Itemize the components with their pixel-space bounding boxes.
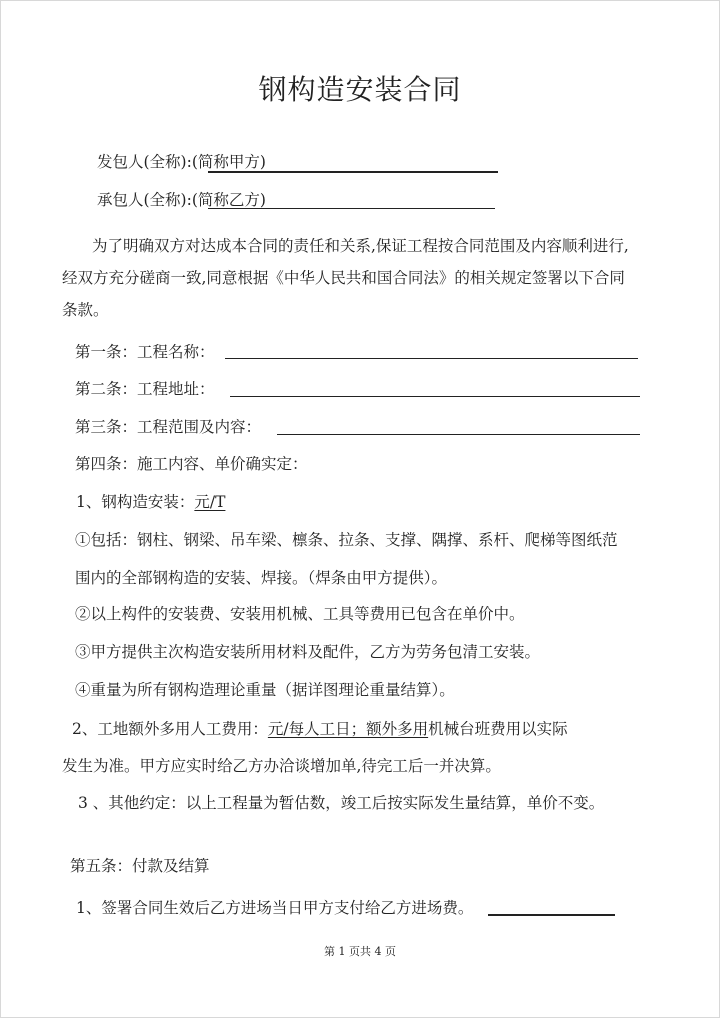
party-b-label: 承包人(全称):: [97, 191, 192, 209]
preamble-line-1: 为了明确双方对达成本合同的责任和关系,保证工程按合同范围及内容顺利进行,: [92, 237, 629, 255]
sub-item-1b: 围内的全部钢构造的安装、焊接。（焊条由甲方提供）。: [75, 569, 448, 587]
article-2: 第二条：工程地址：: [75, 380, 215, 398]
sub-item-4: ④重量为所有钢构造理论重量（据详图理论重量结算）。: [75, 681, 455, 699]
article-1: 第一条：工程名称：: [75, 343, 215, 361]
payment-1-blank: [488, 914, 615, 916]
party-b-blank: [208, 208, 495, 209]
item-1: [76, 492, 249, 512]
preamble-line-3: 条款。: [62, 301, 109, 319]
preamble-line-2: 经双方充分磋商一致,同意根据《中华人民共和国合同法》的相关规定签署以下合同: [62, 269, 625, 287]
item-2: [72, 719, 568, 739]
article-2-blank: [230, 396, 640, 397]
item-1-unit: 元/T: [194, 493, 226, 511]
article-4: 第四条：施工内容、单价确实定：: [75, 455, 308, 473]
sub-item-1a: ①包括：钢柱、钢梁、吊车梁、檩条、拉条、支撑、隅撑、系杆、爬梯等图纸范: [75, 531, 618, 549]
item-2-continued: 发生为准。甲方应实时给乙方办洽谈增加单,待完工后一并决算。: [62, 757, 501, 775]
party-a-note: (简称甲方): [191, 153, 266, 171]
page-footer: 第 1 页共 4 页: [324, 945, 396, 958]
sub-item-2: ②以上构件的安装费、安装用机械、工具等费用已包含在单价中。: [75, 605, 525, 623]
article-3-blank: [277, 434, 640, 435]
sub-item-3: ③甲方提供主次构造安装所用材料及配件，乙方为劳务包清工安装。: [75, 643, 541, 661]
party-b-note: (简称乙方): [191, 191, 266, 209]
payment-1: 1、签署合同生效后乙方进场当日甲方支付给乙方进场费。: [76, 899, 474, 917]
document-title: 钢构造安装合同: [258, 73, 462, 106]
item-1-label: 1、钢构造安装：: [76, 493, 195, 511]
item-2-label: 2、工地额外多用人工费用：: [72, 720, 268, 738]
party-b-line: [97, 190, 266, 210]
party-a-line: [97, 152, 266, 172]
party-a-blank: [208, 171, 498, 173]
party-a-label: 发包人(全称):: [97, 153, 192, 171]
item-2-underlined: 元/每人工日；额外多用: [267, 720, 429, 738]
article-1-blank: [225, 358, 638, 359]
article-5: 第五条：付款及结算: [70, 857, 210, 875]
item-2-rest: 机械台班费用以实际: [428, 720, 568, 738]
item-3: 3 、其他约定：以上工程量为暂估数，竣工后按实际发生量结算，单价不变。: [78, 794, 605, 812]
article-3: 第三条：工程范围及内容：: [75, 418, 262, 436]
